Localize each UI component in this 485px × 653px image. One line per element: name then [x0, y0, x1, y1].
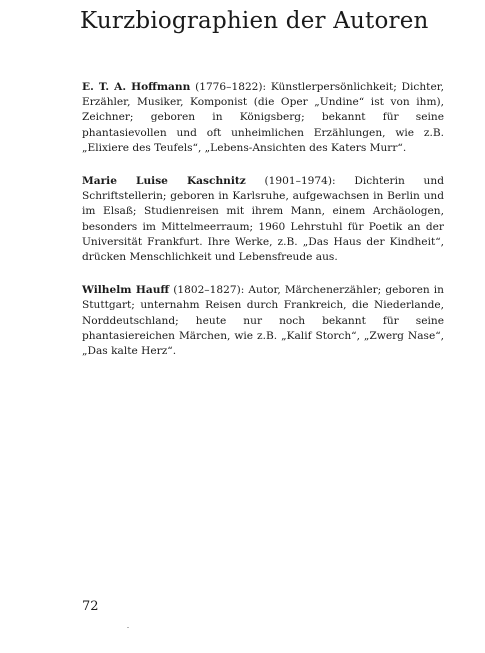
author-name: Marie Luise Kaschnitz: [82, 175, 246, 188]
page-title: Kurzbiographien der Autoren: [80, 8, 429, 34]
biography-entry-hauff: [82, 283, 444, 359]
page-number: 72: [82, 599, 99, 614]
biography-text: (1802–1827): Autor, Märchenerzähler; geboren in Stuttgart; unternahm Reisen durch Frankreich, die Niederlande, Norddeutschland; heute nur noch bekannt für seine phantasiereichen Märchen, wie z.B. „Kalif Storch“, „Zwerg Nase“, „Das kalte Herz“.: [82, 284, 444, 358]
biography-text: (1901–1974): Dichterin und Schriftstellerin; geboren in Karlsruhe, aufgewachsen in Berlin und im Elsaß; Studienreisen mit ihrem Mann, einem Archäologen, besonders im Mittelmeerraum; 1960 Lehrstuhl für Poetik an der Universität Frankfurt. Ihre Werke, z.B. „Das Haus der Kindheit“, drücken Menschlichkeit und Lebensfreude aus.: [82, 175, 444, 264]
author-name: Wilhelm Hauff: [82, 284, 170, 297]
scan-speck: [127, 627, 129, 628]
biography-entry-hoffmann: [82, 80, 444, 156]
biography-list: [82, 80, 444, 377]
author-name: E. T. A. Hoffmann: [82, 81, 191, 93]
biography-text: (1776–1822): Künstlerpersönlichkeit; Dichter, Erzähler, Musiker, Komponist (die Oper „Undine“ ist von ihm), Zeichner; geboren in Königsberg; bekannt für seine phantasievollen und oft unheimlichen Erzählungen, wie z.B. „Elixiere des Teufels“, „Lebens-Ansichten des Katers Murr“.: [82, 81, 444, 154]
biography-entry-kaschnitz: [82, 174, 444, 265]
